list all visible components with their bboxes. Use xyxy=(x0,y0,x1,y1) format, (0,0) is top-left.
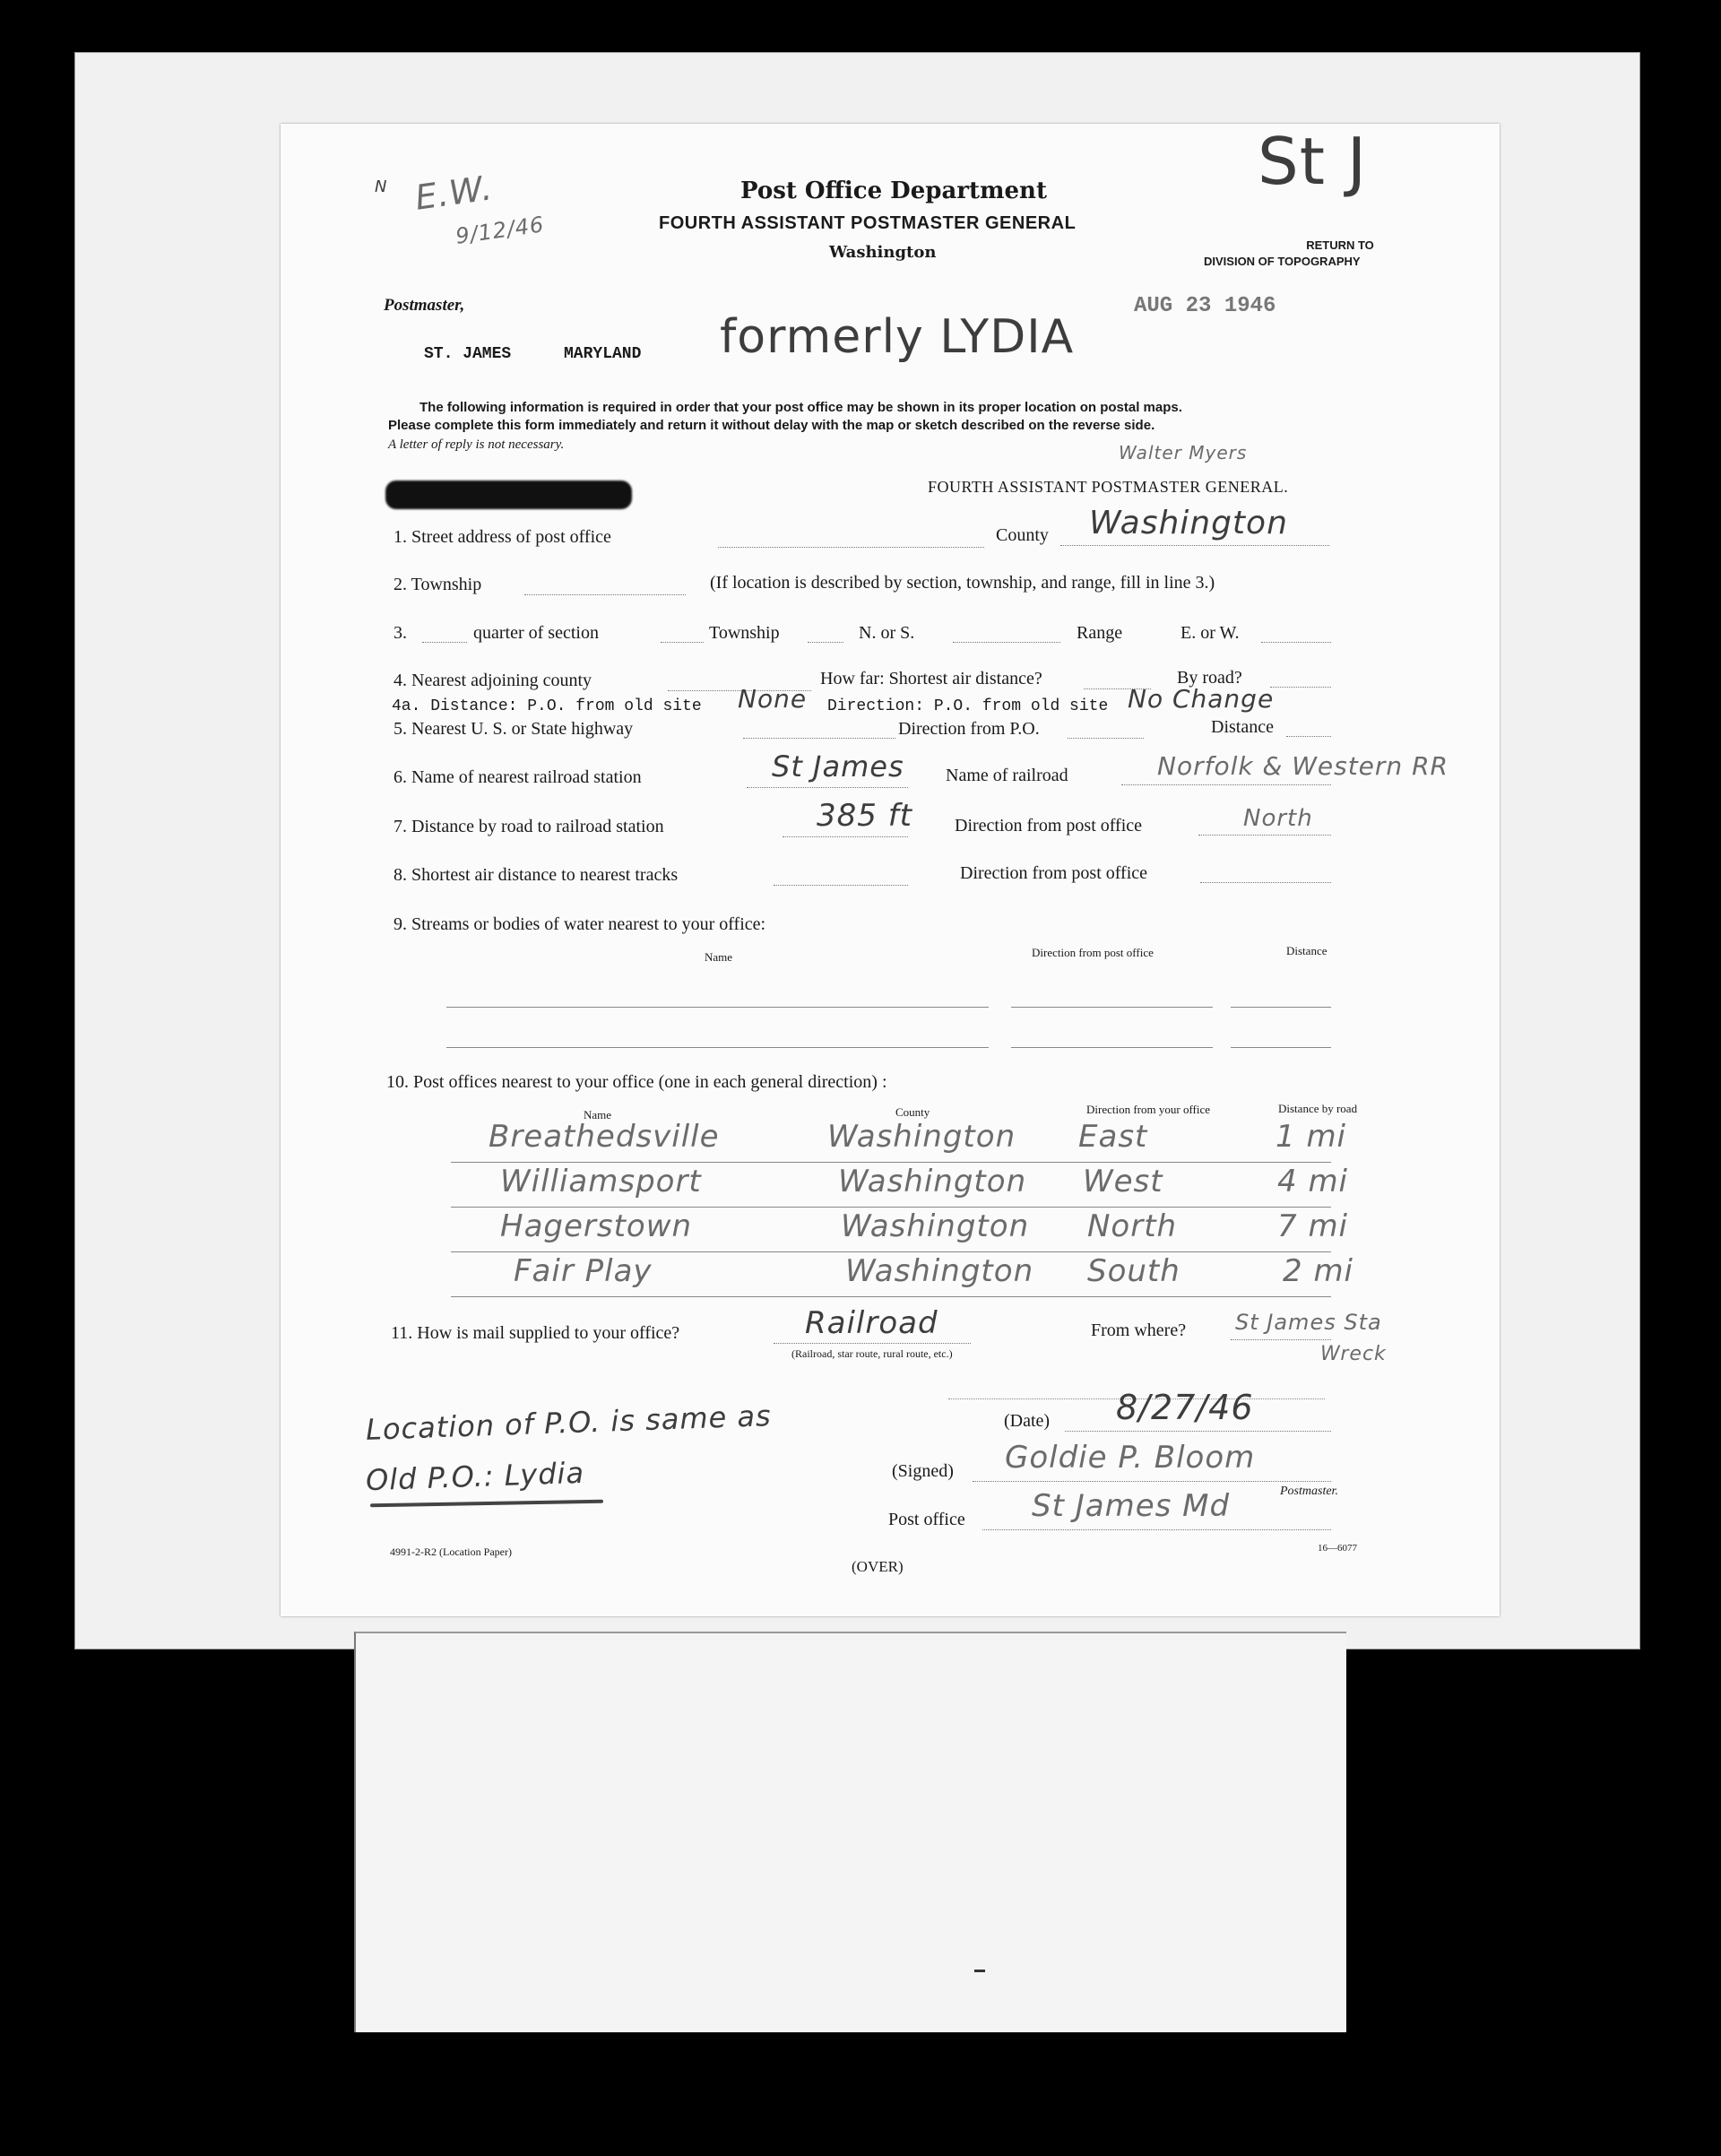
q4-how-far-label: How far: Shortest air distance? xyxy=(820,669,1042,688)
q10-label: 10. Post offices nearest to your office (one in each general direction) : xyxy=(386,1072,887,1092)
q9-label: 9. Streams or bodies of water nearest to your office: xyxy=(393,914,766,934)
q2-label: 2. Township xyxy=(393,575,482,594)
q7-direction-label: Direction from post office xyxy=(955,816,1143,836)
intro-line-2: Please complete this form immediately and return it without delay with the map or sketch described on the reverse side. xyxy=(388,418,1155,433)
q6-label: 6. Name of nearest railroad station xyxy=(393,767,642,787)
q7-label: 7. Distance by road to railroad station xyxy=(393,817,664,836)
q10-col-direction: Direction from your office xyxy=(1086,1103,1211,1116)
q10-row-1-direction: East xyxy=(1078,1119,1148,1155)
q4a-label: 4a. Distance: P.O. from old site xyxy=(392,697,702,715)
q10-row-3-county: Washington xyxy=(841,1208,1030,1244)
margin-note-initials: E.W. xyxy=(412,168,496,218)
q4a-direction-label: Direction: P.O. from old site xyxy=(827,697,1109,715)
margin-note-n: N xyxy=(375,178,388,196)
intro-line-1: The following information is required in order that your post office may be shown in its proper location on postal maps. xyxy=(419,400,1182,415)
q4-by-road-label: By road? xyxy=(1177,668,1242,688)
q8-label: 8. Shortest air distance to nearest tracks xyxy=(393,865,679,885)
postmaster-caption: Postmaster. xyxy=(1280,1485,1338,1498)
q11-mail-field[interactable] xyxy=(774,1343,971,1344)
q5-highway-field[interactable] xyxy=(743,738,895,739)
q9-row-2-distance[interactable] xyxy=(1231,1047,1331,1048)
q9-row-2-name[interactable] xyxy=(446,1047,989,1048)
q10-row-2-distance: 4 mi xyxy=(1277,1164,1349,1199)
location-form xyxy=(281,124,1500,1616)
q4a-direction-value: No Change xyxy=(1128,684,1275,714)
q10-row-2-county: Washington xyxy=(838,1164,1027,1199)
q6-railroad-value: Norfolk & Western RR xyxy=(1157,751,1449,781)
form-number: 4991-2-R2 (Location Paper) xyxy=(390,1546,512,1558)
q8-direction-label: Direction from post office xyxy=(960,863,1148,883)
q11-from-value: St James Sta xyxy=(1235,1310,1382,1335)
q10-row-4-distance: 2 mi xyxy=(1283,1253,1354,1289)
q7-direction-field[interactable] xyxy=(1198,835,1331,836)
post-office-field[interactable] xyxy=(982,1529,1331,1530)
q3-township-label: Township xyxy=(709,623,780,643)
q10-col-name: Name xyxy=(584,1108,612,1121)
post-office-value: St James Md xyxy=(1032,1488,1231,1524)
redaction-mark xyxy=(385,481,632,509)
q11-from-field[interactable] xyxy=(1231,1339,1331,1340)
q9-col-direction: Direction from post office xyxy=(1032,946,1154,959)
q3-township-field[interactable] xyxy=(808,642,843,643)
q2-note: (If location is described by section, township, and range, fill in line 3.) xyxy=(710,573,1215,593)
postmaster-label: Postmaster, xyxy=(384,296,465,315)
q5-direction-label: Direction from P.O. xyxy=(898,719,1040,739)
q10-row-1-line xyxy=(451,1162,1331,1163)
q3-ns-label: N. or S. xyxy=(859,623,915,643)
office-state: MARYLAND xyxy=(564,345,642,363)
q6-station-field[interactable] xyxy=(747,787,908,788)
received-stamp: AUG 23 1946 xyxy=(1134,294,1276,318)
q11-mail-value: Railroad xyxy=(805,1305,938,1341)
q9-row-1-name[interactable] xyxy=(446,1007,989,1008)
q5-label: 5. Nearest U. S. or State highway xyxy=(393,719,634,739)
q3-section-field[interactable] xyxy=(661,642,704,643)
q4-road-distance-field[interactable] xyxy=(1270,687,1331,688)
q3-ns-field[interactable] xyxy=(953,642,1060,643)
location-note-underline xyxy=(370,1500,603,1508)
q6-railroad-field[interactable] xyxy=(1121,784,1331,785)
post-office-label: Post office xyxy=(888,1510,965,1529)
q1-street-field[interactable] xyxy=(718,547,984,548)
q4a-value: None xyxy=(738,684,808,714)
q10-row-1-name: Breathedsville xyxy=(489,1119,720,1155)
q10-row-4-line xyxy=(451,1296,1331,1297)
q10-row-3-distance: 7 mi xyxy=(1277,1208,1349,1244)
date-value: 8/27/46 xyxy=(1116,1388,1254,1427)
q9-row-1-direction[interactable] xyxy=(1011,1007,1213,1008)
q10-row-3-name: Hagerstown xyxy=(500,1208,693,1244)
q10-row-3-direction: North xyxy=(1087,1208,1178,1244)
q3-ew-field[interactable] xyxy=(1261,642,1331,643)
division-title: FOURTH ASSISTANT POSTMASTER GENERAL xyxy=(659,213,1077,233)
margin-note-date: 9/12/46 xyxy=(454,212,546,249)
over-label: (OVER) xyxy=(852,1558,904,1575)
q6-railroad-label: Name of railroad xyxy=(946,766,1068,785)
q1-county-value: Washington xyxy=(1089,505,1288,541)
handwritten-code: St J xyxy=(1258,124,1368,199)
q9-col-name: Name xyxy=(705,950,733,964)
q10-row-4-name: Fair Play xyxy=(514,1253,653,1289)
q5-direction-field[interactable] xyxy=(1068,738,1144,739)
q3-range-label: Range xyxy=(1077,623,1123,643)
q5-distance-label: Distance xyxy=(1211,717,1274,737)
q9-row-1-distance[interactable] xyxy=(1231,1007,1331,1008)
q7-distance-value: 385 ft xyxy=(817,798,913,834)
location-note-1: Location of P.O. is same as xyxy=(365,1398,773,1447)
date-label: (Date) xyxy=(1004,1411,1051,1431)
q10-row-2-line xyxy=(451,1207,1331,1208)
q10-col-county: County xyxy=(895,1105,930,1119)
q7-direction-value: North xyxy=(1243,805,1313,832)
q10-row-2-name: Williamsport xyxy=(500,1164,702,1199)
q10-col-distance: Distance by road xyxy=(1278,1102,1358,1115)
date-field[interactable] xyxy=(1065,1431,1331,1432)
q1-county-label: County xyxy=(996,525,1049,545)
q5-distance-field[interactable] xyxy=(1286,736,1331,737)
q1-county-field[interactable] xyxy=(1060,545,1329,546)
q10-row-4-direction: South xyxy=(1087,1253,1180,1289)
q10-row-3-line xyxy=(451,1251,1331,1252)
q11-from-label: From where? xyxy=(1091,1320,1187,1340)
signer-handwritten: Walter Myers xyxy=(1119,442,1248,463)
paper-mark xyxy=(974,1970,985,1972)
signature-value: Goldie P. Bloom xyxy=(1005,1440,1256,1476)
q10-row-2-direction: West xyxy=(1083,1164,1163,1199)
q3-number: 3. xyxy=(393,623,407,643)
formerly-note: formerly LYDIA xyxy=(720,310,1075,364)
city-title: Washington xyxy=(829,243,937,262)
paper-lower-sheet xyxy=(354,1632,1346,2032)
q8-air-distance-field[interactable] xyxy=(774,885,908,886)
q8-direction-field[interactable] xyxy=(1200,882,1331,883)
office-name: ST. JAMES xyxy=(424,345,512,363)
q3-quarter-field[interactable] xyxy=(422,642,467,643)
signed-label: (Signed) xyxy=(892,1461,954,1481)
q1-label: 1. Street address of post office xyxy=(393,527,611,547)
q3-quarter-label: quarter of section xyxy=(473,623,599,643)
print-code: 16—6077 xyxy=(1318,1543,1357,1554)
q7-distance-field[interactable] xyxy=(783,836,908,837)
q4-label: 4. Nearest adjoining county xyxy=(393,671,592,690)
q10-row-1-distance: 1 mi xyxy=(1276,1119,1347,1155)
return-to-label: RETURN TO xyxy=(1306,238,1374,252)
q9-row-2-direction[interactable] xyxy=(1011,1047,1213,1048)
department-title: Post Office Department xyxy=(740,178,1047,204)
return-to-division: DIVISION OF TOPOGRAPHY xyxy=(1204,255,1361,268)
q9-col-distance: Distance xyxy=(1286,944,1328,957)
q10-row-1-county: Washington xyxy=(827,1119,1016,1155)
q10-row-4-county: Washington xyxy=(845,1253,1034,1289)
q3-ew-label: E. or W. xyxy=(1180,623,1240,643)
q6-station-value: St James xyxy=(772,749,904,784)
q11-label: 11. How is mail supplied to your office? xyxy=(391,1323,680,1343)
signer-title: FOURTH ASSISTANT POSTMASTER GENERAL. xyxy=(928,478,1289,496)
location-note-2: Old P.O.: Lydia xyxy=(365,1455,585,1498)
signature-field[interactable] xyxy=(973,1481,1331,1482)
q11-hint: (Railroad, star route, rural route, etc.) xyxy=(791,1347,953,1360)
q2-township-field[interactable] xyxy=(524,594,686,595)
intro-line-3: A letter of reply is not necessary. xyxy=(388,437,565,452)
q11-from-value-2: Wreck xyxy=(1320,1343,1387,1365)
